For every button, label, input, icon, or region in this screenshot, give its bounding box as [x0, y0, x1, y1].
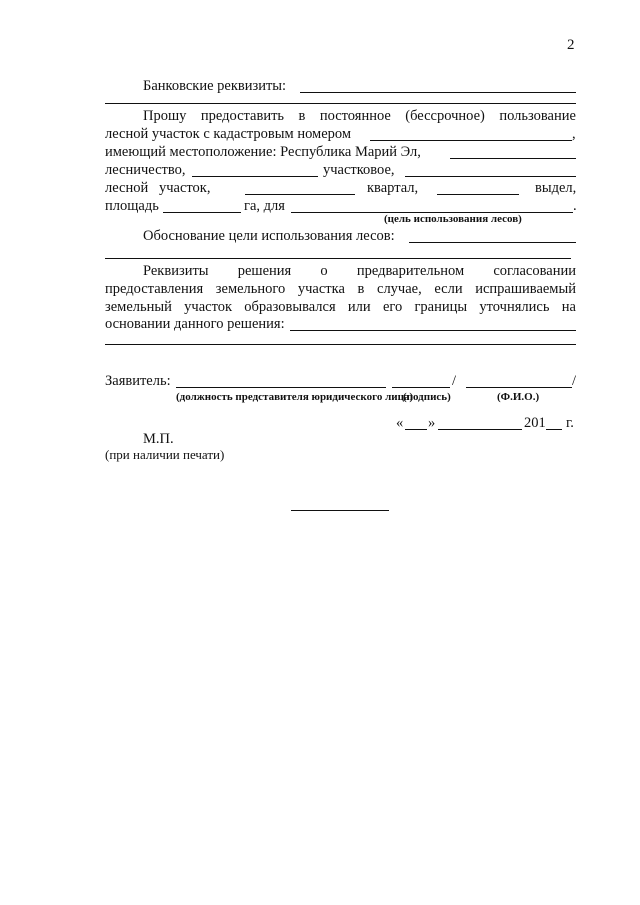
area-label: площадь: [105, 198, 159, 214]
stamp-note: (при наличии печати): [105, 447, 225, 462]
date-day-field[interactable]: [405, 429, 427, 430]
applicant-position-field[interactable]: [176, 387, 386, 388]
date-close-quote: »: [428, 415, 436, 431]
location-field[interactable]: [450, 158, 576, 159]
applicant-signature-caption: (подпись): [403, 391, 451, 403]
cadastral-number-field[interactable]: [370, 140, 572, 141]
district-forestry-label: участковое,: [323, 162, 395, 178]
purpose-caption: (цель использования лесов): [384, 213, 522, 225]
bank-details-field-line2[interactable]: [105, 103, 576, 104]
quarter-label: квартал,: [367, 180, 419, 196]
applicant-slash-2: /: [572, 373, 577, 389]
bank-details-label: Банковские реквизиты:: [143, 78, 287, 94]
closing-separator: [291, 510, 389, 511]
applicant-slash-1: /: [452, 373, 457, 389]
applicant-label: Заявитель:: [105, 373, 171, 389]
location-label: имеющий местоположение: Республика Марий Эл,: [105, 144, 421, 160]
cadastral-number-label: лесной участок с кадастровым номером: [105, 126, 352, 142]
forest-plot-label-2: участок,: [159, 180, 211, 196]
decision-line-1: Реквизиты решения о предварительном согласовании: [143, 263, 576, 279]
decision-line-4: основании данного решения:: [105, 316, 285, 332]
quarter-field[interactable]: [437, 194, 519, 195]
forest-plot-label: лесной: [105, 180, 149, 196]
request-line-1: Прошу предоставить в постоянное (бессрочное) пользование: [143, 108, 576, 124]
date-year-suffix: г.: [566, 415, 574, 431]
decision-field-line2[interactable]: [105, 344, 576, 345]
date-month-field[interactable]: [438, 429, 522, 430]
district-forestry-field[interactable]: [405, 176, 576, 177]
section-label: выдел,: [535, 180, 577, 196]
date-year-field[interactable]: [546, 429, 562, 430]
cadastral-comma: ,: [572, 126, 576, 142]
decision-field[interactable]: [290, 330, 576, 331]
decision-line-2: предоставления земельного участка в случае, если испрашиваемый: [105, 281, 576, 297]
purpose-dot: .: [573, 198, 577, 214]
applicant-name-field[interactable]: [466, 387, 572, 388]
applicant-signature-field[interactable]: [392, 387, 450, 388]
justification-label: Обоснование цели использования лесов:: [143, 228, 395, 244]
bank-details-field[interactable]: [300, 92, 576, 93]
area-field[interactable]: [163, 212, 241, 213]
page-number: 2: [567, 37, 575, 53]
date-year-prefix: 201: [524, 415, 546, 431]
applicant-position-caption: (должность представителя юридического лица): [176, 391, 414, 403]
decision-line-3: земельный участок образовывался или его границы уточнялись на: [105, 299, 576, 315]
forestry-label: лесничество,: [105, 162, 186, 178]
forestry-field[interactable]: [192, 176, 318, 177]
forest-plot-field[interactable]: [245, 194, 355, 195]
stamp-label: М.П.: [143, 431, 174, 447]
applicant-name-caption: (Ф.И.О.): [497, 391, 540, 403]
date-open-quote: «: [396, 415, 404, 431]
justification-field[interactable]: [409, 242, 576, 243]
hectare-label: га, для: [244, 198, 285, 214]
justification-field-line2[interactable]: [105, 258, 571, 259]
